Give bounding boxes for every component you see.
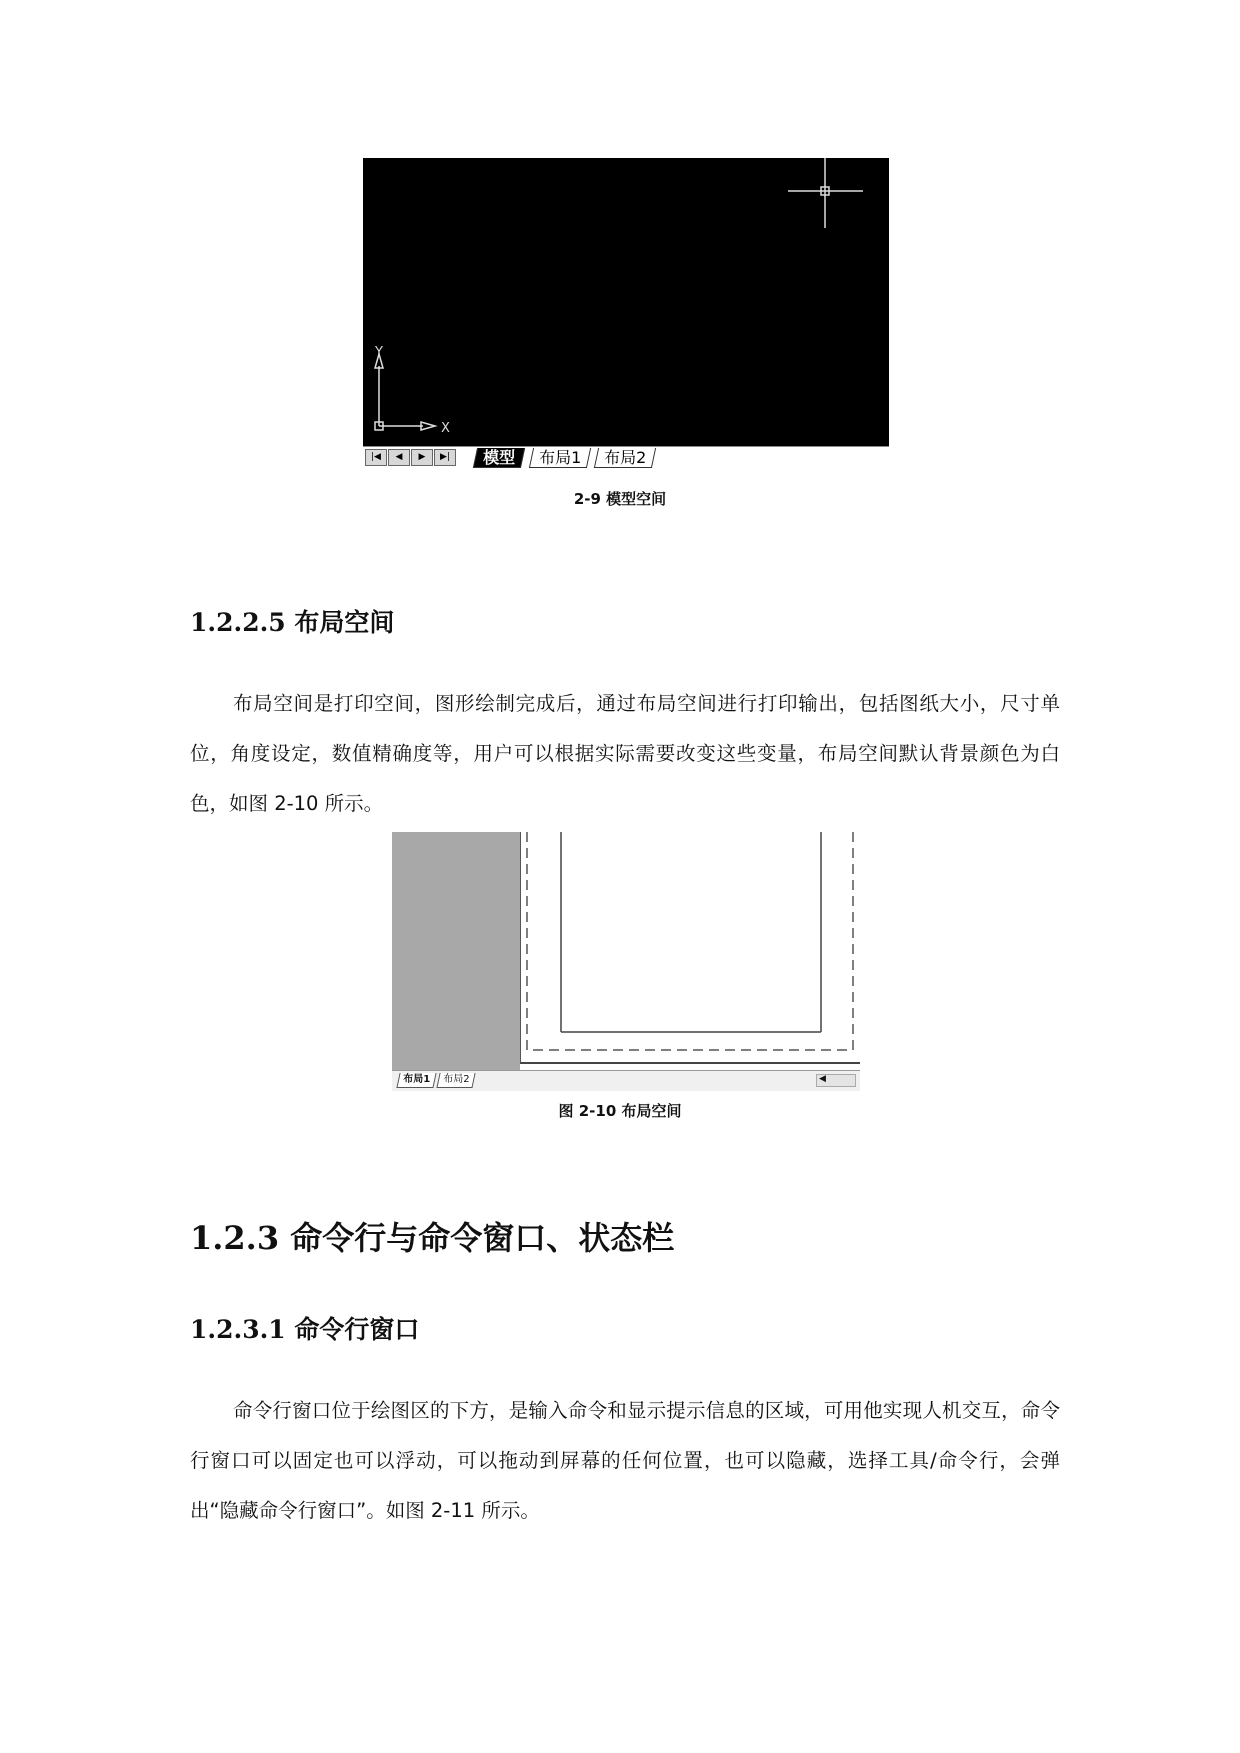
- tab-model[interactable]: 模型: [473, 448, 525, 468]
- printable-area-dashed: [527, 832, 853, 1050]
- ucs-y-label: Y: [375, 345, 383, 360]
- model-space-canvas: [363, 158, 889, 446]
- horizontal-scrollbar[interactable]: [816, 1074, 856, 1087]
- scroll-left-icon[interactable]: ◀: [819, 1074, 826, 1084]
- layout-tab-bar: [363, 446, 889, 469]
- drawing-area[interactable]: [363, 158, 889, 446]
- layout-space-figure: [392, 832, 860, 1090]
- ucs-x-label: X: [441, 421, 450, 436]
- tab-layout2-small[interactable]: 布局2: [436, 1073, 476, 1088]
- section-paragraph-1231: 命令行窗口位于绘图区的下方，是输入命令和显示提示信息的区域，可用他实现人机交互，命令行窗口可以固定也可以浮动，可以拖动到屏幕的任何位置，也可以隐藏，选择工具/命令行，会弹出“隐藏命令行窗口”。如图 2-11 所示。: [190, 1399, 1060, 1522]
- layout-tab-bar-small: [392, 1070, 860, 1091]
- tab-layout1[interactable]: 布局1: [529, 448, 591, 468]
- last-tab-icon[interactable]: ▶|: [434, 449, 456, 466]
- layout-background: [392, 832, 520, 1070]
- section-heading-1225: 1.2.2.5 布局空间: [190, 608, 395, 637]
- layout-paper[interactable]: [520, 832, 860, 1064]
- figure-caption-2-9: 2-9 模型空间: [573, 490, 667, 508]
- first-tab-icon[interactable]: |◀: [365, 449, 387, 466]
- next-tab-icon[interactable]: ▶: [411, 449, 433, 466]
- ucs-icon: [375, 354, 435, 430]
- section-heading-123: 1.2.3 命令行与命令窗口、状态栏: [190, 1219, 675, 1257]
- layout-paper-canvas: [521, 832, 861, 1064]
- model-space-figure: [363, 158, 889, 468]
- crosshair-cursor-icon: [788, 158, 863, 228]
- tab-layout2[interactable]: 布局2: [594, 448, 656, 468]
- figure-caption-2-10: 图 2-10 布局空间: [558, 1102, 682, 1120]
- section-heading-1231: 1.2.3.1 命令行窗口: [190, 1315, 420, 1344]
- tab-layout1-small[interactable]: 布局1: [396, 1073, 436, 1088]
- prev-tab-icon[interactable]: ◀: [388, 449, 410, 466]
- section-paragraph-1225: 布局空间是打印空间，图形绘制完成后，通过布局空间进行打印输出，包括图纸大小，尺寸单位，角度设定，数值精确度等，用户可以根据实际需要改变这些变量，布局空间默认背景颜色为白色，如图 2-10 所示。: [190, 692, 1060, 815]
